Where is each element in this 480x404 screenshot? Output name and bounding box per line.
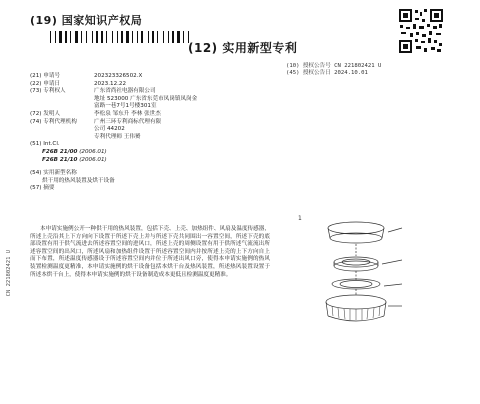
biblio-row: (22) 申请日 2023.12.22 [30,80,127,87]
abstract-text: 本申请实施例公开一种供干用的热风装置，包括下壳、上壳、加热组件、风扇及温度传感器，所述上壳沿其上下方向向下设置于所述下壳上并与所述下壳共同围出一容置空间，所述下壳的底部设置有用于供气流进去所述容置空间的进风口，所述上壳的周侧设置有用于供所述气流流出所述容置空间的出风口，所述风扇和加热组件设置于所述容置空间内并按所述上壳的上下方向自上而下布置，所述温度传感器设于所述容置空间内并位于所述出风口旁，使得本申请实施例的热风装置检测温度更精准，本申请实施例的烘干设备包括本烘干台及热风装置，所述热风装置设置于所述本烘干台上，使得本申请实施例的烘干设备制造成本更低且检测温度更精准。 [30,226,270,278]
barcode-bar [185,31,187,43]
barcode-bar [119,31,120,43]
barcode-bar [99,31,100,43]
device-exploded-drawing [290,210,430,330]
biblio-row: 地址 523000 广东省东莞市凤岗镇凤岗金 [94,95,198,102]
barcode-bar [165,31,167,43]
barcode-bar [181,31,182,43]
qr-code-icon [398,8,444,54]
side-document-number: CN 221802421 U [6,250,12,297]
barcode-bar [139,31,140,43]
barcode-bar [57,31,58,43]
barcode-bar [130,31,131,43]
barcode-bar [152,31,154,43]
utility-model-title: 烘干用的热风装置及烘干设备 [42,177,115,184]
patent-office-title: (19) 国家知识产权局 [30,14,143,27]
barcode-bar [141,31,143,43]
publication-date: (45) 授权公告日 2024.10.01 [286,70,368,76]
barcode-bar [168,31,169,43]
biblio-row: 公司 44202 [94,126,125,133]
ipc-class-row: F26B 21/10 (2006.01) [42,156,107,163]
barcode-bar [172,31,174,43]
barcode-bar [52,31,54,43]
barcode-bar [104,31,105,43]
biblio-row: (21) 申请号 202323326502.X [30,73,143,79]
barcode-bar [159,31,162,43]
barcode-bar [101,31,103,43]
barcode-bar [132,31,133,43]
figure-reference-label: 1 [298,215,302,222]
barcode-bar [81,31,82,43]
biblio-row: 专利代理师 王伟赟 [94,133,141,140]
barcode-bar [79,31,80,43]
biblio-row: (74) 专利代理机构 广州三环专利商标代理有限 [30,118,162,125]
biblio-row: (73) 专利权人 广东省尚社电器有限公司 [30,88,156,95]
barcode-bar [96,31,98,43]
publication-number: (10) 授权公告号 CN 221802421 U [286,63,382,69]
barcode-bar [59,31,62,43]
barcode-bar [50,31,51,43]
barcode-bar [170,31,171,43]
barcode-bar [150,31,151,43]
barcode-bar [106,31,107,43]
document-type-title: (12) 实用新型专利 [188,41,298,55]
barcode-bar [86,31,87,43]
ipc-class-row: F26B 21/00 (2006.01) [42,148,107,155]
barcode-bar [155,31,156,43]
barcode-bar [148,31,149,43]
biblio-row: 富路一巷7号1号楼301室 [94,103,157,110]
barcode-bar [72,31,74,43]
barcode-bar [124,31,125,43]
barcode-bar [177,31,180,43]
barcode-bar [94,31,95,43]
barcode-bar [68,31,69,43]
barcode-bar [83,31,85,43]
title-label: (54) 实用新型名称 [30,170,77,177]
barcode-bar [92,31,93,43]
barcode-bar [134,31,136,43]
barcode-bar [55,31,56,43]
barcode-bar [137,31,138,43]
barcode-bar [75,31,78,43]
barcode-bar [65,31,67,43]
biblio-row: (72) 发明人 李松泉 邹东升 李林 张世杰 [30,110,161,117]
bibliographic-data [30,73,270,193]
barcode-bar [88,31,91,43]
barcode-bar [183,31,184,43]
barcode [50,31,210,43]
barcode-bar [70,31,71,43]
barcode-bar [175,31,176,43]
barcode-bar [126,31,129,43]
barcode-bar [121,31,123,43]
barcode-bar [114,31,116,43]
biblio-row: (51) Int.Cl. [30,141,60,148]
barcode-bar [163,31,164,43]
barcode-bar [112,31,113,43]
barcode-bar [117,31,118,43]
barcode-bar [144,31,147,43]
barcode-bar [157,31,158,43]
barcode-bar [108,31,111,43]
barcode-bar [63,31,64,43]
abstract-label: (57) 摘要 [30,185,55,192]
